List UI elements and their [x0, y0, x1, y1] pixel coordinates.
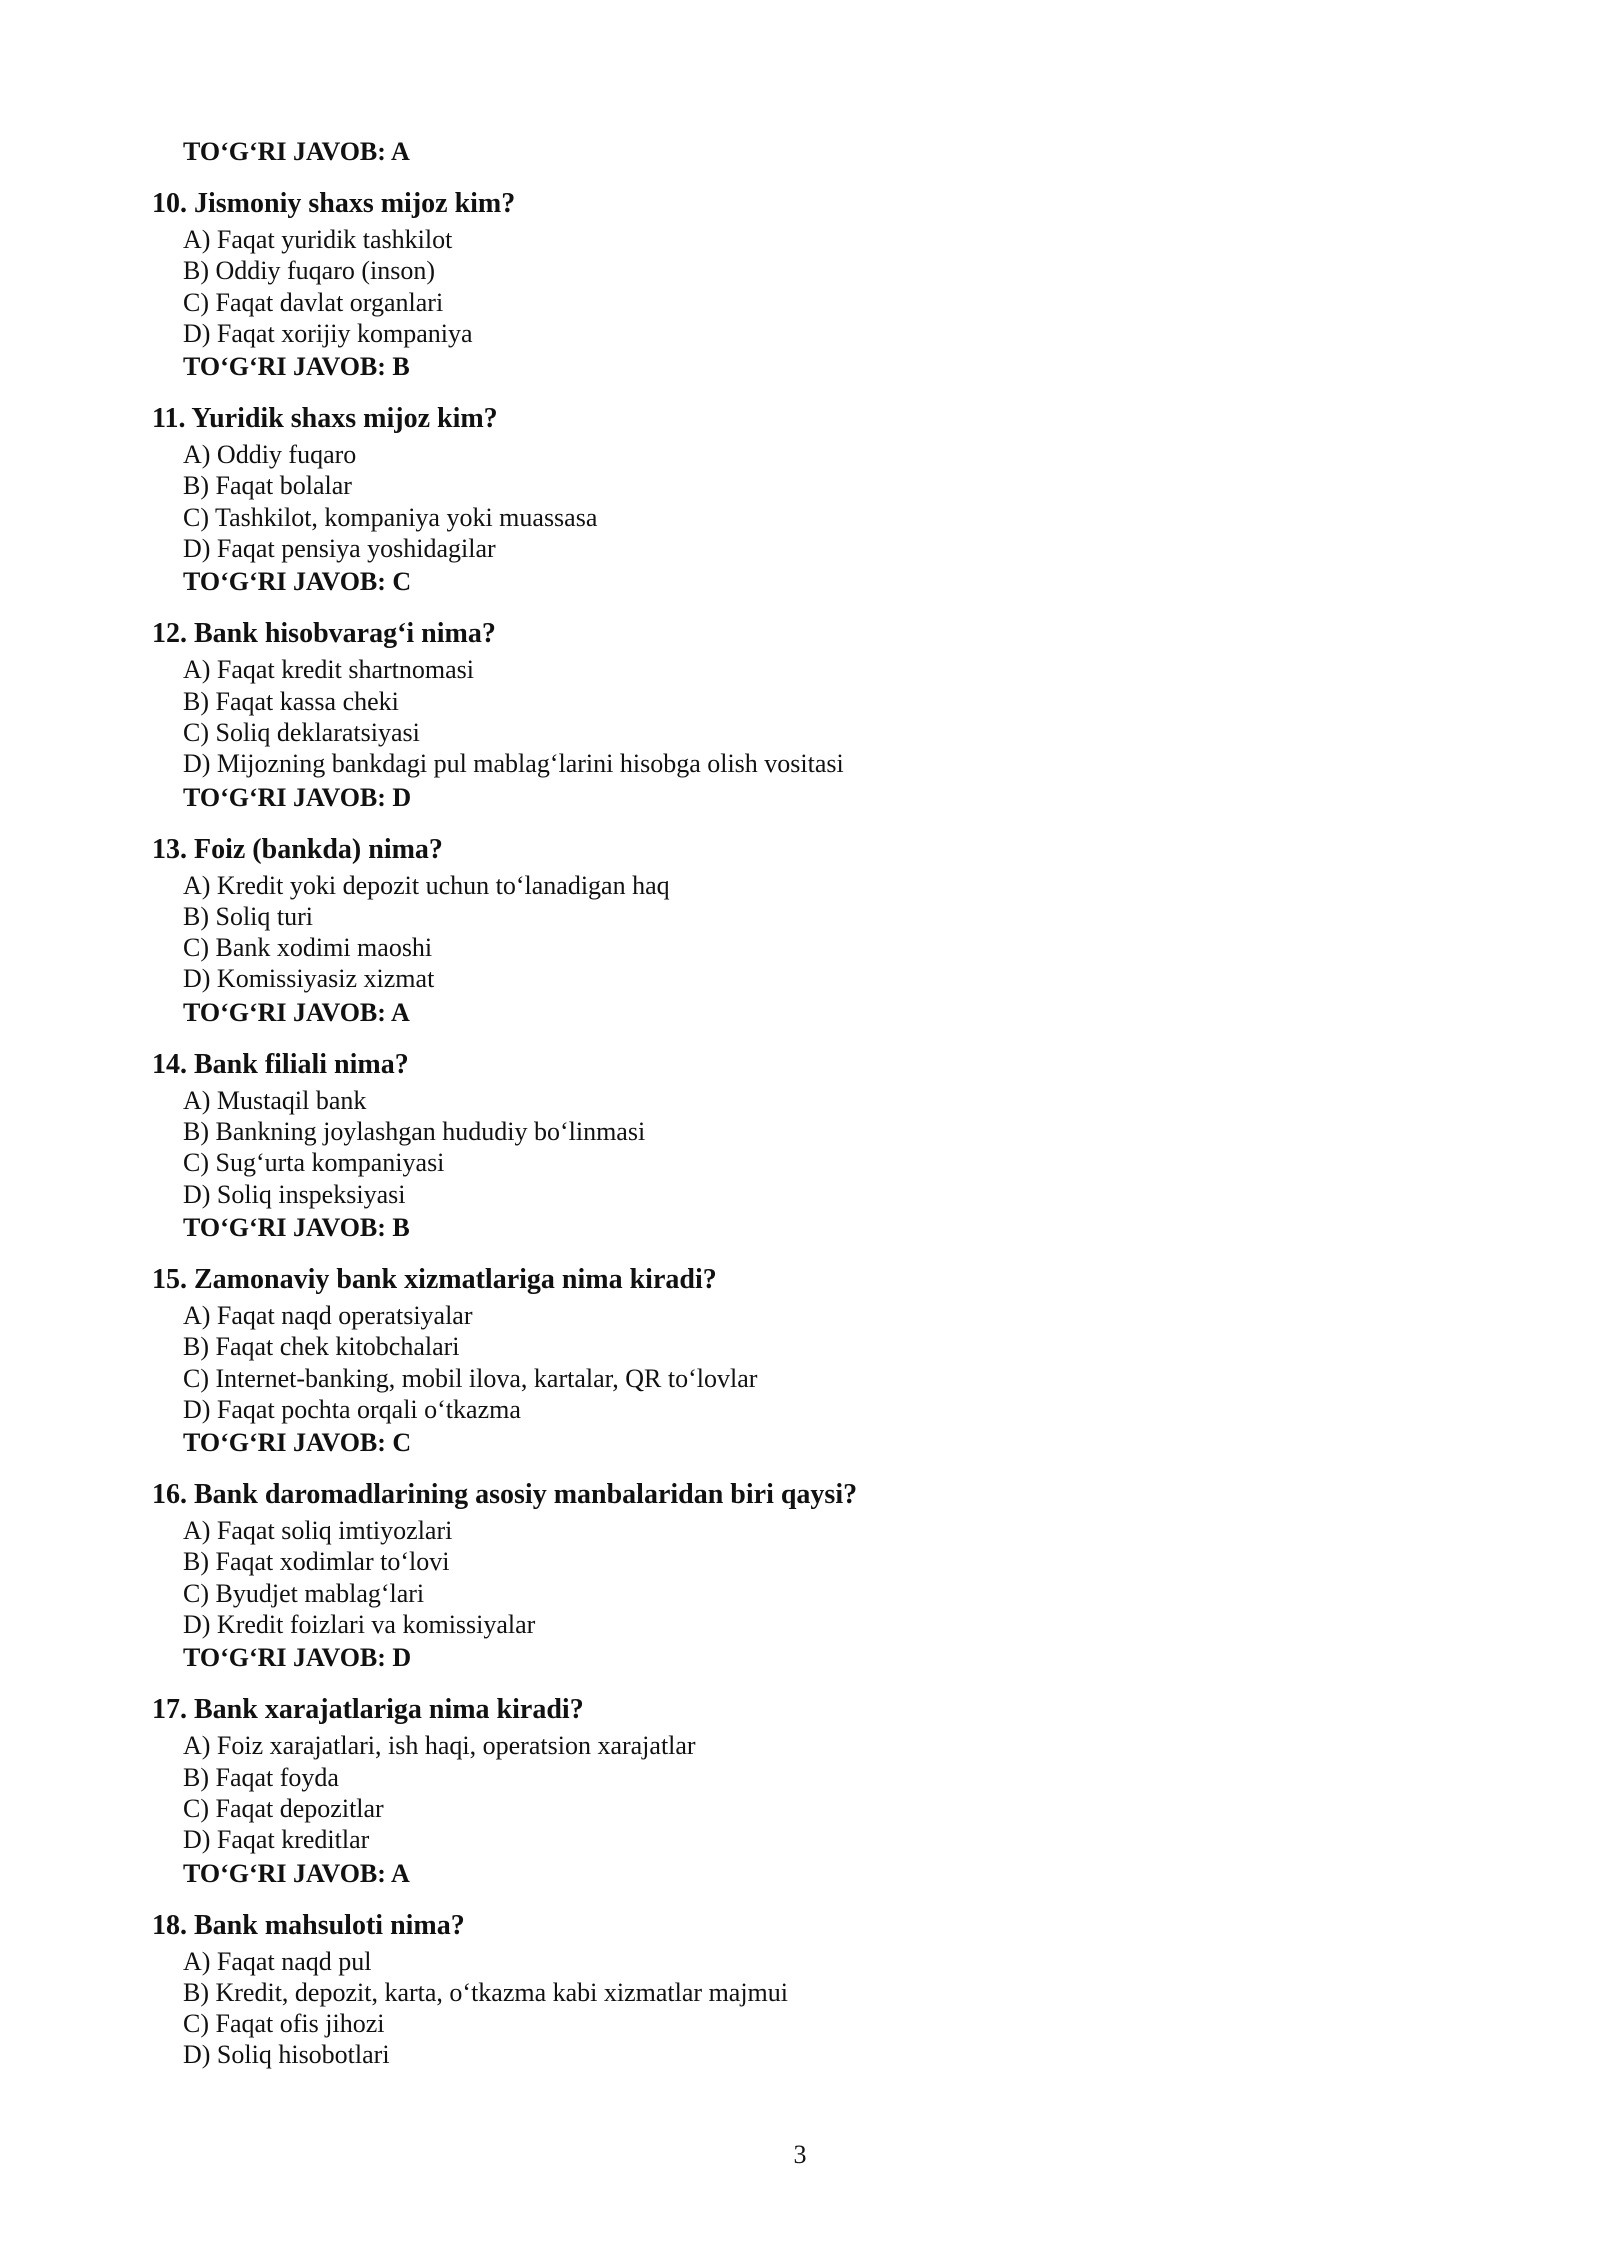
option-a: A) Kredit yoki depozit uchun to‘lanadigan haq [183, 870, 670, 900]
correct-answer: TO‘G‘RI JAVOB: A [183, 1858, 410, 1888]
question-18 [152, 1909, 1452, 2071]
correct-answer: TO‘G‘RI JAVOB: A [183, 997, 410, 1027]
question-16 [152, 1478, 1452, 1673]
quiz-content [152, 136, 1452, 2071]
option-b: B) Faqat foyda [183, 1762, 339, 1792]
question-14 [152, 1048, 1452, 1243]
option-d: D) Faqat pochta orqali o‘tkazma [183, 1394, 521, 1424]
option-d: D) Mijozning bankdagi pul mablag‘larini hisobga olish vositasi [183, 749, 844, 779]
question-title: 11. Yuridik shaxs mijoz kim? [152, 403, 498, 435]
question-15 [152, 1263, 1452, 1458]
correct-answer: TO‘G‘RI JAVOB: B [183, 352, 410, 382]
option-d: D) Faqat xorijiy kompaniya [183, 318, 473, 348]
option-a: A) Faqat kredit shartnomasi [183, 655, 474, 685]
question-title: 12. Bank hisobvarag‘i nima? [152, 618, 496, 650]
question-17 [152, 1693, 1452, 1888]
correct-answer: TO‘G‘RI JAVOB: D [183, 1643, 412, 1673]
question-title: 16. Bank daromadlarining asosiy manbalaridan biri qaysi? [152, 1479, 858, 1511]
question-title: 15. Zamonaviy bank xizmatlariga nima kiradi? [152, 1263, 717, 1295]
correct-answer: TO‘G‘RI JAVOB: D [183, 782, 412, 812]
option-a: A) Faqat soliq imtiyozlari [183, 1516, 453, 1546]
correct-answer: TO‘G‘RI JAVOB: B [183, 1212, 410, 1242]
previous-answer: TO‘G‘RI JAVOB: A [183, 137, 410, 166]
option-d: D) Komissiyasiz xizmat [183, 964, 435, 994]
question-10 [152, 187, 1452, 382]
option-d: D) Faqat kreditlar [183, 1825, 370, 1855]
option-c: C) Faqat davlat organlari [183, 287, 444, 317]
question-13 [152, 833, 1452, 1028]
option-c: C) Bank xodimi maoshi [183, 933, 433, 963]
option-c: C) Soliq deklaratsiyasi [183, 717, 420, 747]
option-c: C) Faqat depozitlar [183, 1793, 384, 1823]
question-11 [152, 402, 1452, 597]
correct-answer: TO‘G‘RI JAVOB: C [183, 567, 412, 597]
option-b: B) Oddiy fuqaro (inson) [183, 256, 436, 286]
question-title: 17. Bank xarajatlariga nima kiradi? [152, 1694, 584, 1726]
option-d: D) Kredit foizlari va komissiyalar [183, 1610, 536, 1640]
option-d: D) Soliq inspeksiyasi [183, 1179, 406, 1209]
correct-answer: TO‘G‘RI JAVOB: C [183, 1428, 412, 1458]
option-b: B) Faqat chek kitobchalari [183, 1332, 460, 1362]
option-c: C) Byudjet mablag‘lari [183, 1578, 425, 1608]
question-title: 14. Bank filiali nima? [152, 1048, 409, 1080]
option-a: A) Faqat yuridik tashkilot [183, 225, 453, 254]
option-c: C) Tashkilot, kompaniya yoki muassasa [183, 502, 598, 532]
option-b: B) Faqat bolalar [183, 471, 352, 501]
option-b: B) Faqat xodimlar to‘lovi [183, 1547, 450, 1577]
option-c: C) Sug‘urta kompaniyasi [183, 1148, 445, 1178]
option-b: B) Faqat kassa cheki [183, 686, 399, 716]
option-c: C) Internet-banking, mobil ilova, kartalar, QR to‘lovlar [183, 1363, 758, 1393]
option-b: B) Bankning joylashgan hududiy bo‘linmasi [183, 1117, 646, 1147]
option-a: A) Faqat naqd operatsiyalar [183, 1300, 473, 1330]
option-a: A) Oddiy fuqaro [183, 440, 357, 470]
question-title: 18. Bank mahsuloti nima? [152, 1909, 465, 1941]
question-12 [152, 617, 1452, 812]
option-a: A) Foiz xarajatlari, ish haqi, operatsion xarajatlar [183, 1731, 696, 1761]
option-d: D) Faqat pensiya yoshidagilar [183, 534, 496, 564]
option-a: A) Faqat naqd pul [183, 1946, 372, 1976]
option-c: C) Faqat ofis jihozi [183, 2009, 385, 2039]
option-b: B) Soliq turi [183, 901, 314, 931]
option-d: D) Soliq hisobotlari [183, 2040, 390, 2070]
option-b: B) Kredit, depozit, karta, o‘tkazma kabi xizmatlar majmui [183, 1977, 789, 2007]
page-number: 3 [793, 2140, 807, 2169]
option-a: A) Mustaqil bank [183, 1085, 367, 1115]
question-title: 13. Foiz (bankda) nima? [152, 833, 443, 865]
question-title: 10. Jismoniy shaxs mijoz kim? [152, 188, 516, 219]
